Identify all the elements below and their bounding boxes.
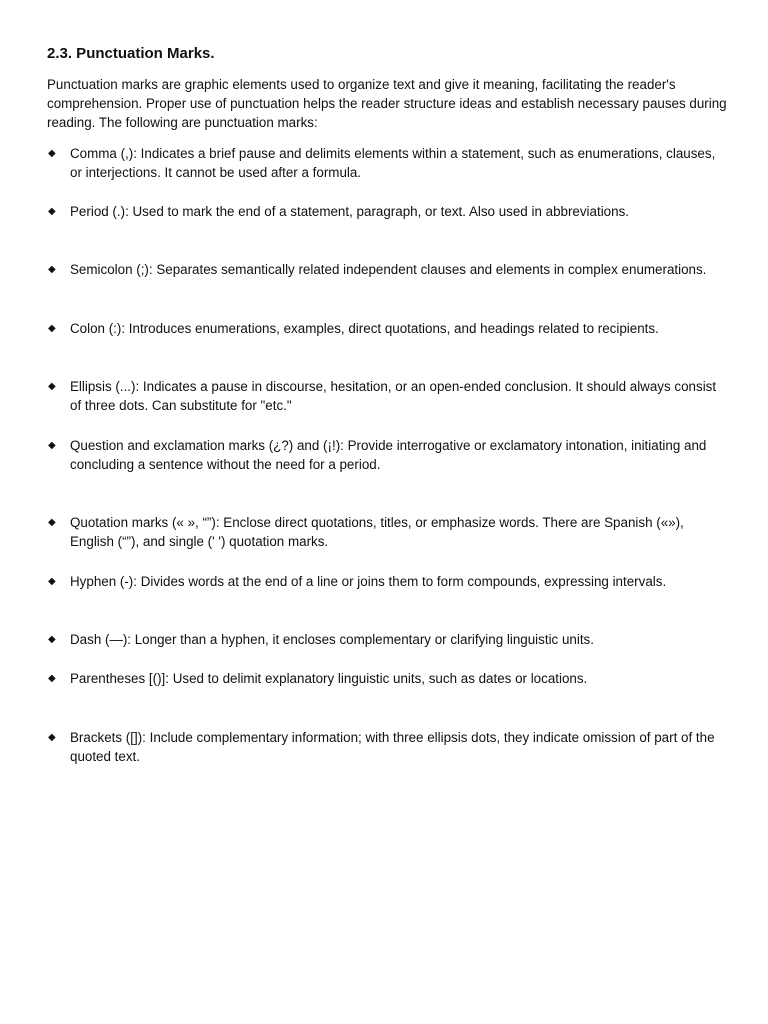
list-item-text: Hyphen (-): Divides words at the end of a line or joins them to form compounds, expressing intervals.: [70, 574, 667, 589]
list-item-parentheses: [47, 669, 727, 688]
list-item-ellipsis: [47, 377, 727, 415]
list-item-comma: [47, 144, 727, 182]
document-page: [47, 44, 727, 764]
list-item-text: Comma (,): Indicates a brief pause and delimits elements within a statement, such as enumerations, clauses, or interjections. It cannot be used after a formula.: [70, 146, 716, 180]
list-item-text: Semicolon (;): Separates semantically related independent clauses and elements in complex enumerations.: [70, 262, 707, 277]
list-item-colon: [47, 319, 727, 338]
list-item-text: Brackets ([]): Include complementary information; with three ellipsis dots, they indicate omission of part of the quoted text.: [70, 730, 715, 764]
diamond-bullet-icon: ◆: [48, 576, 56, 587]
list-item-quotation-marks: [47, 513, 727, 551]
list-item-dash: [47, 630, 727, 649]
list-item-text: Period (.): Used to mark the end of a statement, paragraph, or text. Also used in abbreviations.: [70, 204, 629, 219]
list-item-hyphen: [47, 572, 727, 591]
list-item-text: Parentheses [()]: Used to delimit explanatory linguistic units, such as dates or locations.: [70, 671, 588, 686]
diamond-bullet-icon: ◆: [48, 323, 56, 334]
diamond-bullet-icon: ◆: [48, 634, 56, 645]
diamond-bullet-icon: ◆: [48, 206, 56, 217]
diamond-bullet-icon: ◆: [48, 264, 56, 275]
diamond-bullet-icon: ◆: [48, 440, 56, 451]
list-item-text: Colon (:): Introduces enumerations, examples, direct quotations, and headings related to recipients.: [70, 321, 659, 336]
section-heading: 2.3. Punctuation Marks.: [47, 45, 215, 62]
list-item-period: [47, 202, 727, 221]
diamond-bullet-icon: ◆: [48, 517, 56, 528]
list-item-text: Question and exclamation marks (¿?) and (¡!): Provide interrogative or exclamatory intonation, initiating and concluding a sentence without the need for a period.: [70, 438, 707, 472]
intro-paragraph: Punctuation marks are graphic elements used to organize text and give it meaning, facilitating the reader's comprehension. Proper use of punctuation helps the reader structure ideas and establish necessary pauses during reading. The following are punctuation marks:: [47, 77, 727, 130]
list-item-semicolon: [47, 260, 727, 279]
list-item-text: Ellipsis (...): Indicates a pause in discourse, hesitation, or an open-ended conclusion. It should always consist of three dots. Can substitute for "etc.": [70, 379, 717, 413]
diamond-bullet-icon: ◆: [48, 148, 56, 159]
list-item-brackets: [47, 728, 727, 766]
diamond-bullet-icon: ◆: [48, 673, 56, 684]
list-item-text: Quotation marks (« », “”): Enclose direct quotations, titles, or emphasize words. There are Spanish («»), English (“”), and single (' ') quotation marks.: [70, 515, 684, 549]
diamond-bullet-icon: ◆: [48, 381, 56, 392]
list-item-text: Dash (—): Longer than a hyphen, it encloses complementary or clarifying linguistic units.: [70, 632, 594, 647]
list-item-question-exclamation: [47, 436, 727, 474]
diamond-bullet-icon: ◆: [48, 732, 56, 743]
